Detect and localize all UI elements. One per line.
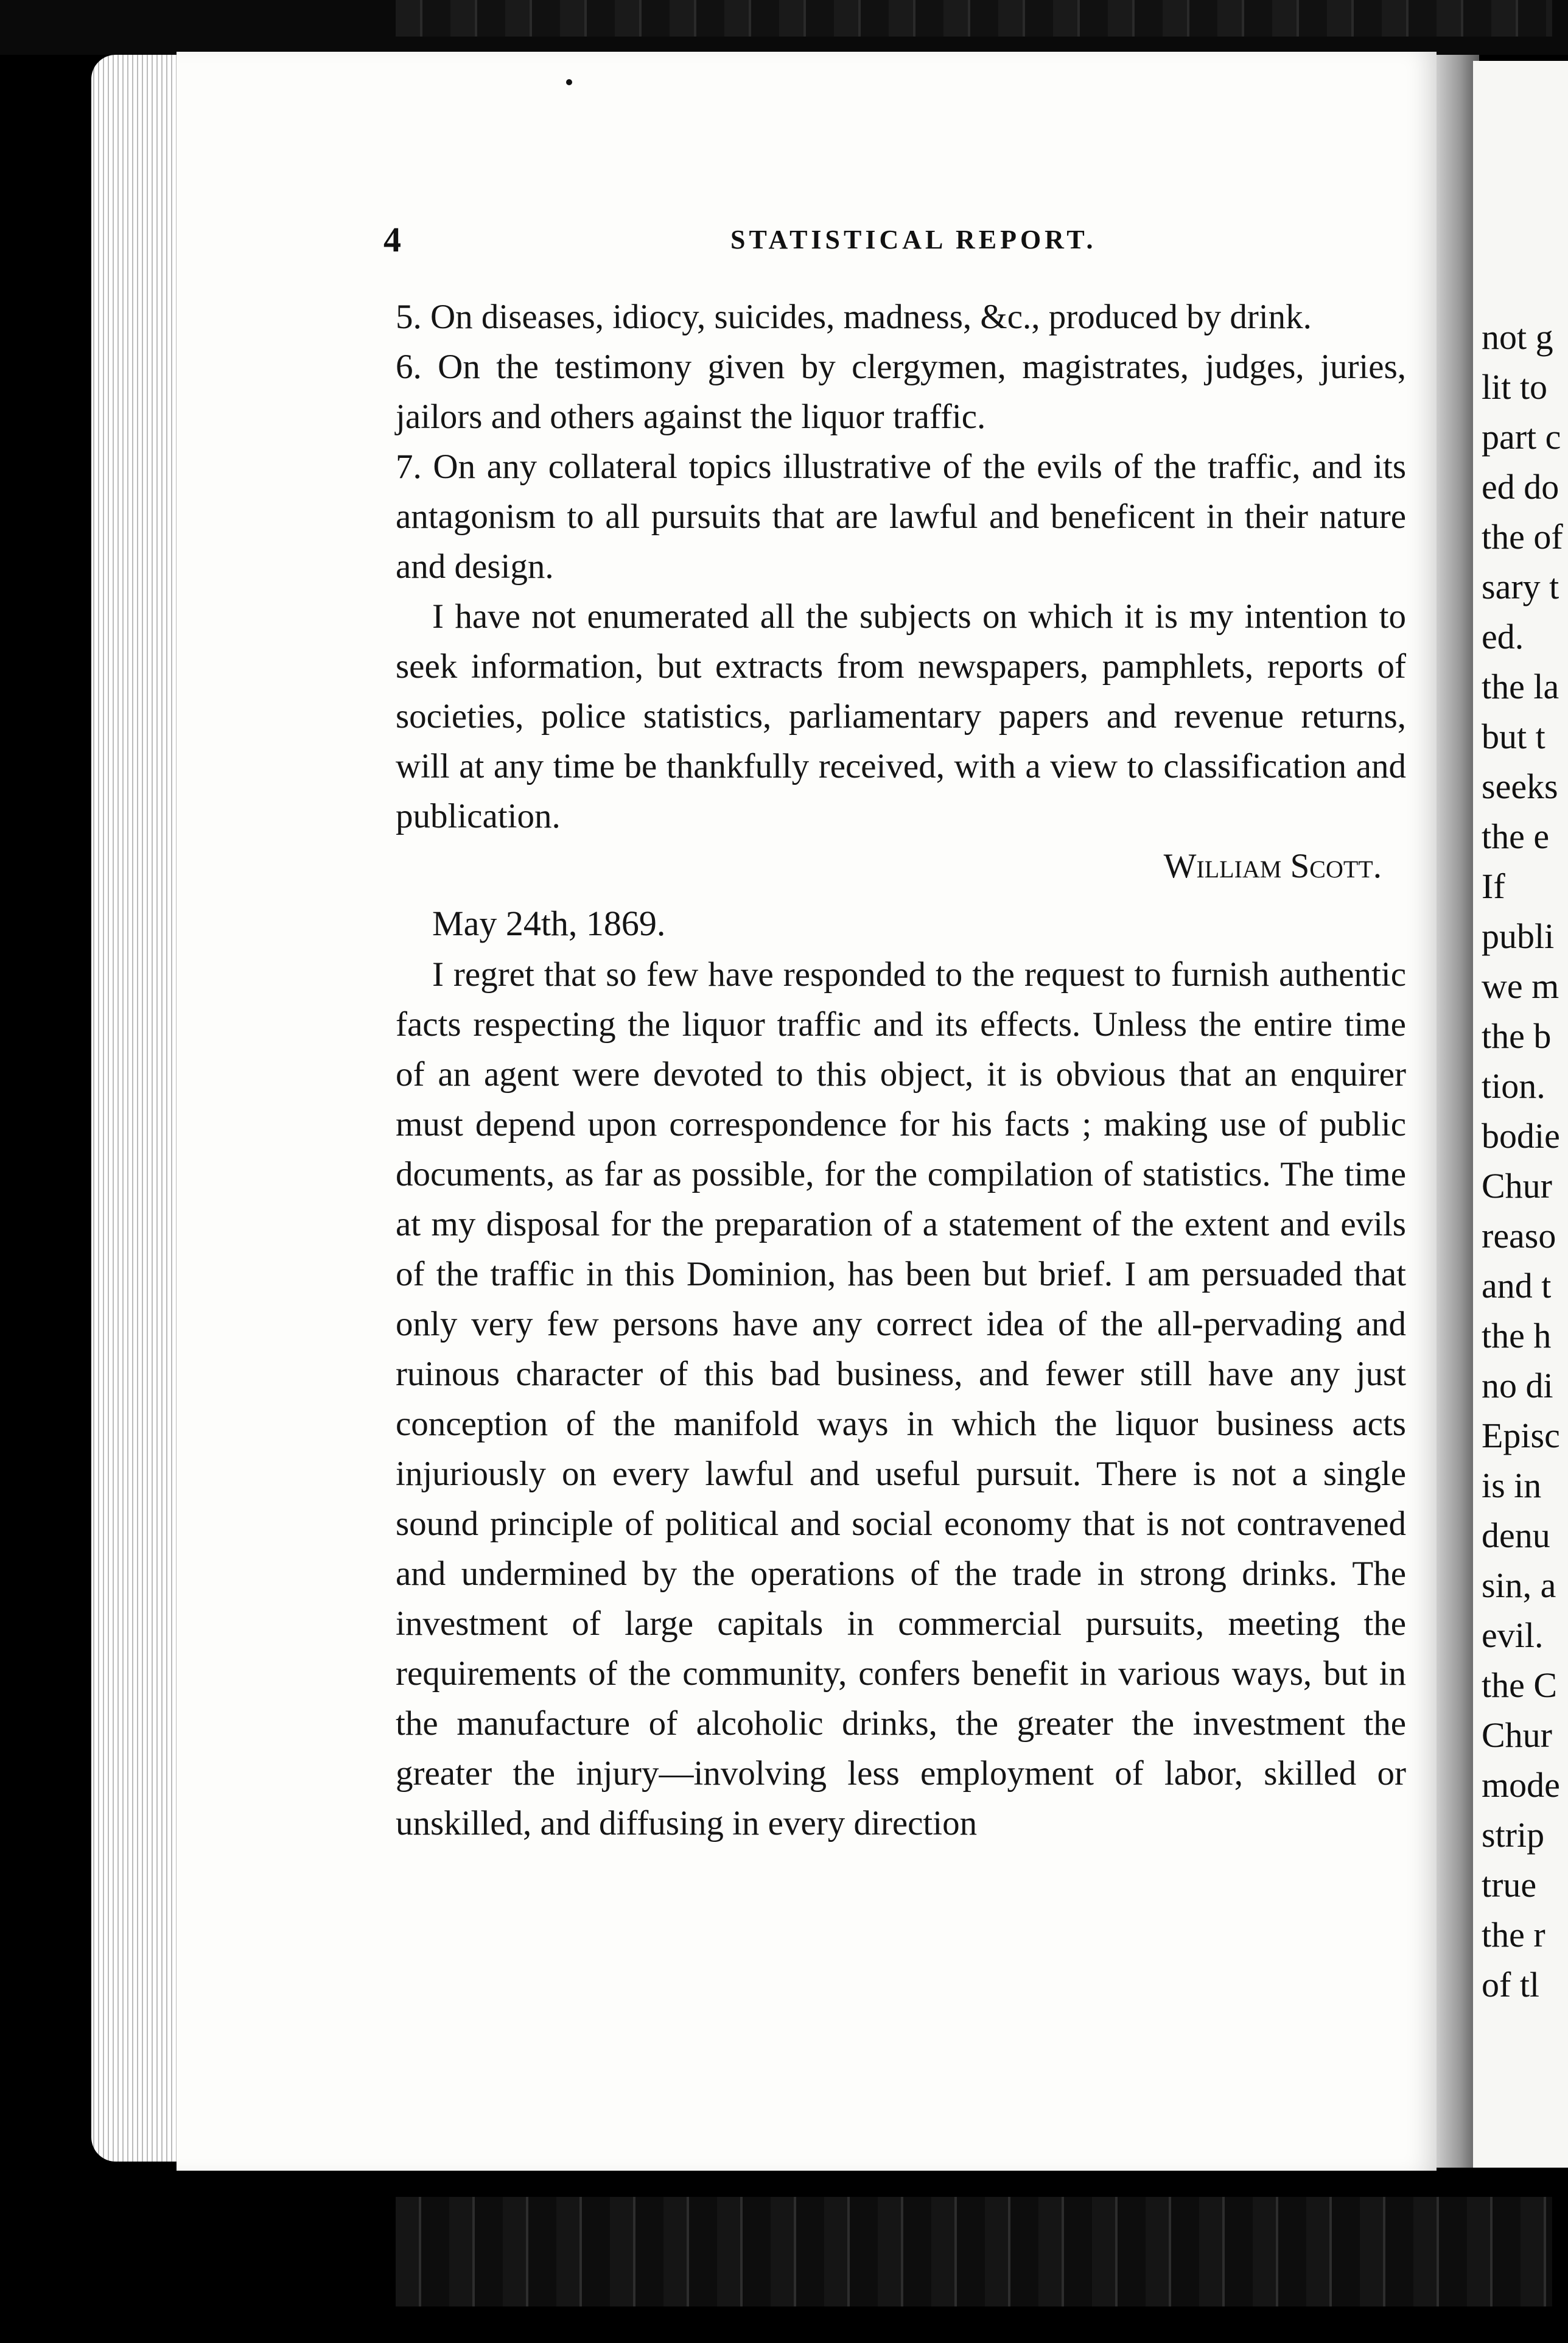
- facing-page-line: publi: [1482, 916, 1555, 956]
- paragraph-main: I regret that so few have responded to the request to furnish authentic facts respecting the liquor traffic and its effects. Unless the entire time of an agent were devoted to this object, it is obvious that an enquirer must depend upon correspondence for his facts ; making use of public documents, as far as possible, for the compilation of statistics. The time at my disposal for the preparation of a statement of the extent and evils of the traffic in this Dominion, has been but brief. I am persuaded that only very few persons have any correct idea of the all-pervading and ruinous character of this bad business, and fewer still have any just conception of the manifold ways in which the liquor business acts injuriously on every lawful and useful pursuit. There is not a single sound principle of political and social economy that is not contravened and undermined by the operations of the trade in strong drinks. The investment of large capitals in commercial pursuits, meeting the requirements of the community, confers benefit in various ways, but in the manufacture of alcoholic drinks, the greater the investment the greater the injury—involving less employment of labor, skilled or unskilled, and diffusing in every direction: [396, 955, 1406, 1842]
- facing-page-line: the e: [1482, 817, 1550, 856]
- facing-page-line: the C: [1482, 1665, 1558, 1705]
- facing-page-line: not g: [1482, 317, 1553, 357]
- facing-page-line: evil.: [1482, 1615, 1544, 1655]
- facing-page-line: and t: [1482, 1266, 1552, 1305]
- paragraph-item-6: 6. On the testimony given by clergymen, magistrates, judges, juries, jailors and others against the liquor traffic.: [396, 348, 1406, 436]
- facing-page: [1473, 61, 1568, 2168]
- paragraph-intro: I have not enumerated all the subjects on which it is my intention to seek information, but extracts from newspapers, pamphlets, reports of societies, police statistics, parliamentary papers and revenue returns, will at any time be thankfully received, with a view to classification and publication.: [396, 597, 1406, 835]
- facing-page-line: ed.: [1482, 617, 1524, 656]
- facing-page-line: seeks: [1482, 767, 1558, 806]
- page-text: [396, 292, 1406, 1849]
- paragraph-item-5: 5. On diseases, idiocy, suicides, madness, &c., produced by drink.: [396, 298, 1312, 336]
- paragraph-item-7: 7. On any collateral topics illustrative of the evils of the traffic, and its antagonism to all pursuits that are lawful and beneficent in their nature and design.: [396, 448, 1406, 586]
- book-page-edges: [91, 55, 189, 2162]
- facing-page-line: the h: [1482, 1316, 1552, 1355]
- scanner-bars-top: [396, 0, 1552, 37]
- facing-page-line: part c: [1482, 417, 1561, 457]
- book-gutter-shadow: [1430, 55, 1479, 2168]
- facing-page-line: true: [1482, 1865, 1537, 1905]
- facing-page-line: no di: [1482, 1366, 1553, 1405]
- page-number: 4: [383, 220, 401, 259]
- facing-page-line: Chur: [1482, 1715, 1552, 1755]
- facing-page-line: ed do: [1482, 467, 1559, 507]
- signature: William Scott.: [1163, 847, 1382, 885]
- facing-page-line: the of: [1482, 517, 1563, 557]
- facing-page-line: If: [1482, 866, 1505, 906]
- facing-page-line: mode: [1482, 1765, 1560, 1805]
- scanner-bars-bottom: [396, 2197, 1552, 2306]
- facing-page-line: Episc: [1482, 1416, 1560, 1455]
- facing-page-line: the r: [1482, 1915, 1545, 1955]
- facing-page-line: the b: [1482, 1016, 1552, 1056]
- facing-page-line: reaso: [1482, 1216, 1556, 1256]
- facing-page-line: the la: [1482, 667, 1559, 706]
- facing-page-line: strip: [1482, 1815, 1545, 1855]
- date-line: May 24th, 1869.: [432, 904, 666, 943]
- facing-page-line: but t: [1482, 717, 1545, 756]
- facing-page-line: Chur: [1482, 1166, 1552, 1206]
- facing-page-line: sin, a: [1482, 1565, 1556, 1605]
- facing-page-line: we m: [1482, 966, 1559, 1006]
- facing-page-line: of tl: [1482, 1965, 1540, 2004]
- facing-page-line: tion.: [1482, 1066, 1545, 1106]
- facing-page-line: lit to: [1482, 367, 1547, 407]
- facing-page-line: is in: [1482, 1466, 1542, 1505]
- running-head: STATISTICAL REPORT.: [730, 225, 1097, 255]
- ink-speck: [566, 79, 572, 85]
- facing-page-line: denu: [1482, 1516, 1550, 1555]
- facing-page-line: bodie: [1482, 1116, 1560, 1156]
- facing-page-line: sary t: [1482, 567, 1559, 606]
- page-header: [383, 219, 1394, 262]
